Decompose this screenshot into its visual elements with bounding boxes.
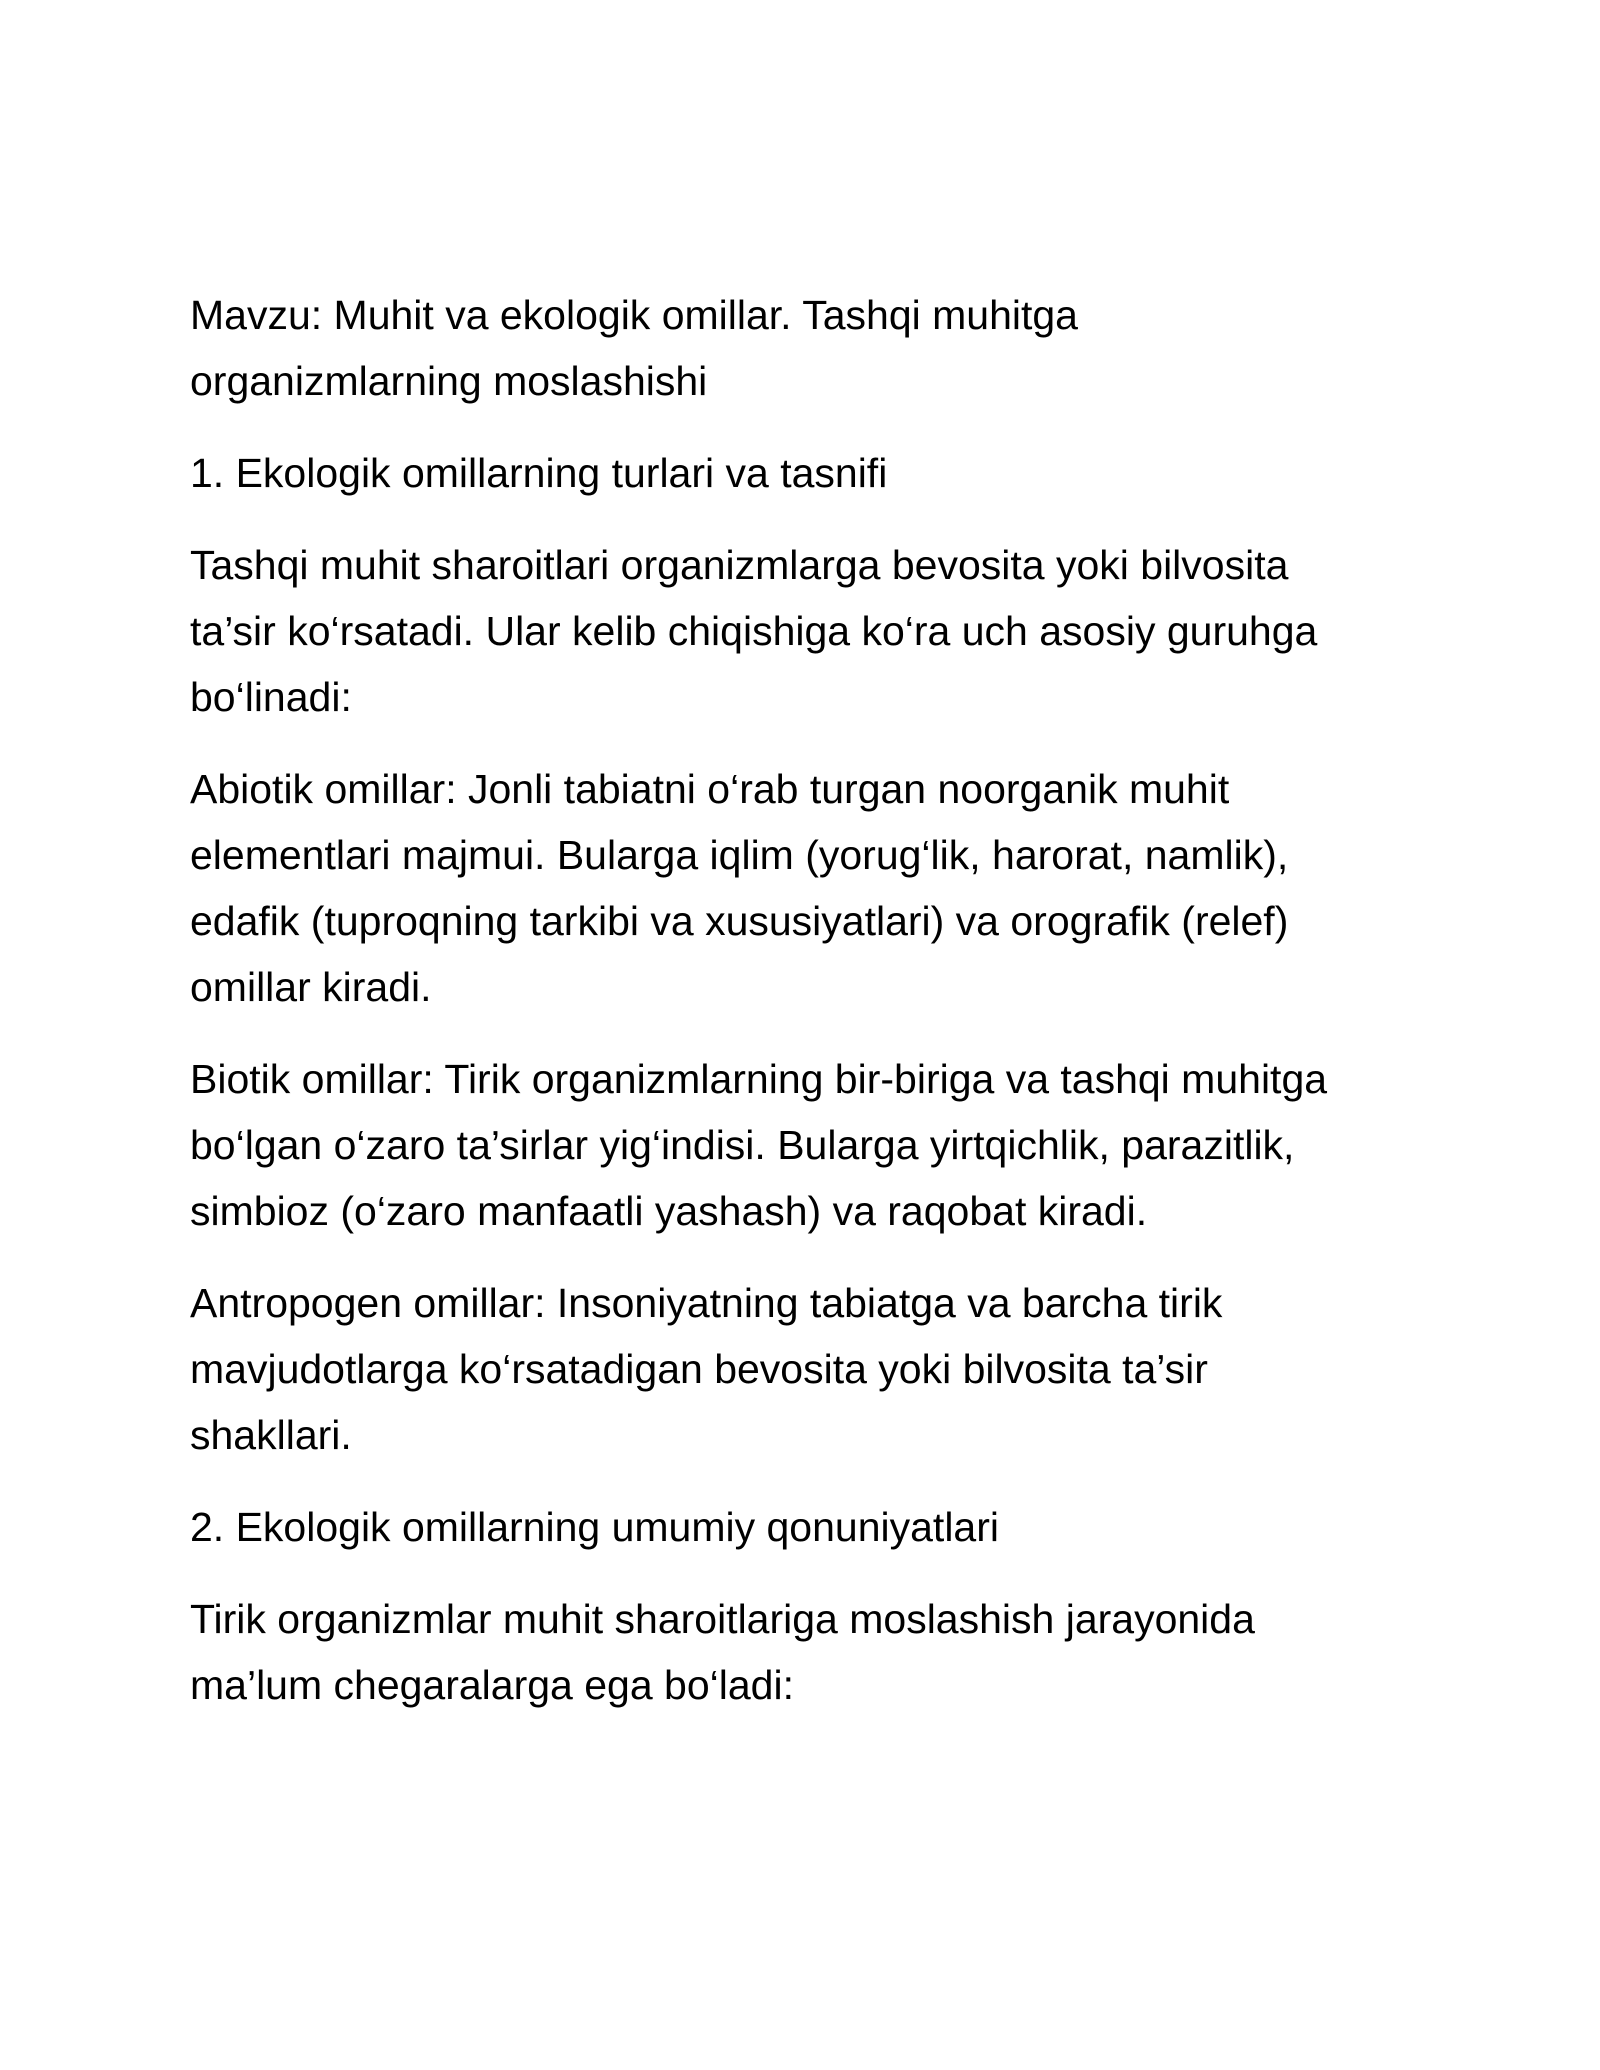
section-heading-2: [190, 1494, 1430, 1560]
text-line: Abiotik omillar: Jonli tabiatni o‘rab turgan noorganik muhit: [190, 766, 1230, 812]
document-title: [190, 282, 1430, 414]
abiotic-paragraph: [190, 756, 1430, 1020]
text-line: ma’lum chegaralarga ega bo‘ladi:: [190, 1662, 794, 1708]
text-line: Mavzu: Muhit va ekologik omillar. Tashqi muhitga: [190, 292, 1078, 338]
text-line: Tirik organizmlar muhit sharoitlariga moslashish jarayonida: [190, 1596, 1255, 1642]
limits-paragraph: [190, 1586, 1430, 1718]
biotic-paragraph: [190, 1046, 1430, 1244]
text-line: elementlari majmui. Bularga iqlim (yorug‘lik, harorat, namlik),: [190, 832, 1289, 878]
text-line: mavjudotlarga ko‘rsatadigan bevosita yoki bilvosita ta’sir: [190, 1346, 1208, 1392]
text-line: 2. Ekologik omillarning umumiy qonuniyatlari: [190, 1504, 999, 1550]
text-line: Tashqi muhit sharoitlari organizmlarga bevosita yoki bilvosita: [190, 542, 1289, 588]
section-heading-1: [190, 440, 1430, 506]
intro-paragraph: [190, 532, 1430, 730]
anthropogenic-paragraph: [190, 1270, 1430, 1468]
text-line: Antropogen omillar: Insoniyatning tabiatga va barcha tirik: [190, 1280, 1223, 1326]
text-line: bo‘lgan o‘zaro ta’sirlar yig‘indisi. Bularga yirtqichlik, parazitlik,: [190, 1122, 1295, 1168]
text-line: shakllari.: [190, 1412, 352, 1458]
text-line: organizmlarning moslashishi: [190, 358, 708, 404]
text-line: edafik (tuproqning tarkibi va xususiyatlari) va orografik (relef): [190, 898, 1289, 944]
text-line: Biotik omillar: Tirik organizmlarning bir-biriga va tashqi muhitga: [190, 1056, 1328, 1102]
text-line: simbioz (o‘zaro manfaatli yashash) va raqobat kiradi.: [190, 1188, 1148, 1234]
text-line: 1. Ekologik omillarning turlari va tasnifi: [190, 450, 888, 496]
text-line: omillar kiradi.: [190, 964, 432, 1010]
text-line: bo‘linadi:: [190, 674, 352, 720]
document-body: [190, 282, 1430, 1744]
text-line: ta’sir ko‘rsatadi. Ular kelib chiqishiga ko‘ra uch asosiy guruhga: [190, 608, 1318, 654]
